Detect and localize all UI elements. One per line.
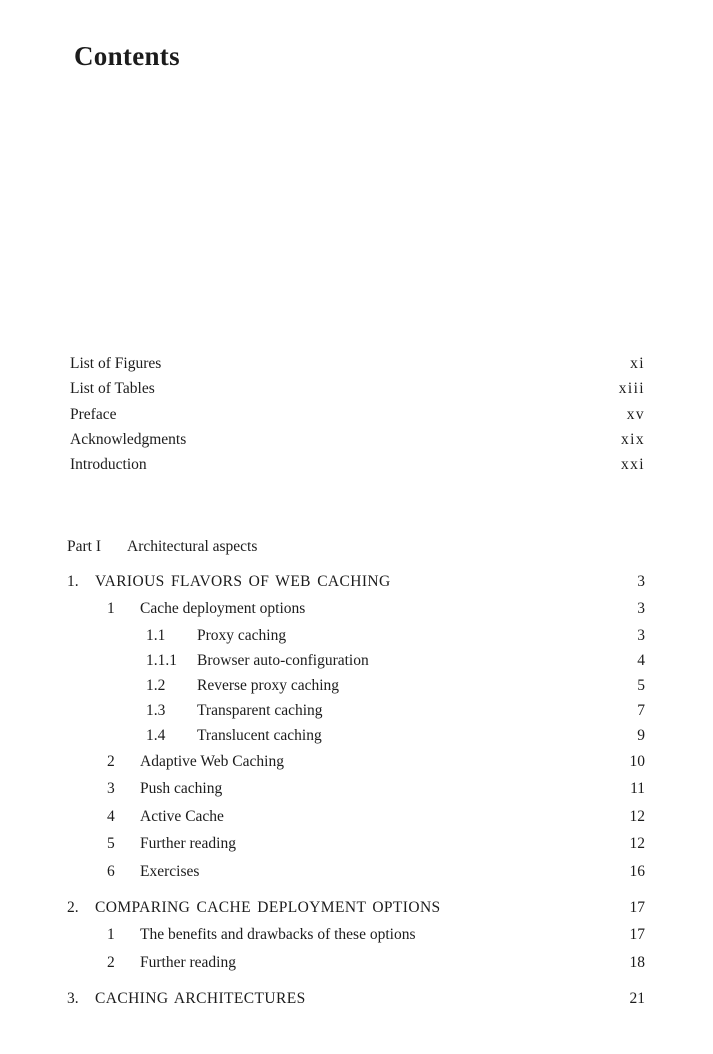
entry-page-number: xix xyxy=(620,430,645,448)
toc-section-row xyxy=(67,803,645,831)
subsection-number: 1.4 xyxy=(146,726,166,744)
chapter-heading-1 xyxy=(67,568,645,595)
section-number: 2 xyxy=(107,752,115,770)
table-of-contents xyxy=(67,351,645,1012)
toc-section-row xyxy=(67,595,645,623)
section-page-number: 10 xyxy=(629,752,645,770)
section-title: Further reading xyxy=(140,953,236,971)
entry-label: Preface xyxy=(70,405,117,423)
front-matter-list xyxy=(67,351,645,477)
toc-entry-list-of-figures xyxy=(67,351,645,376)
subsection-number: 1.1 xyxy=(146,626,166,644)
section-title: The benefits and drawbacks of these options xyxy=(140,926,416,944)
section-title: Cache deployment options xyxy=(140,600,306,618)
toc-section-row xyxy=(67,748,645,776)
part-title: Architectural aspects xyxy=(127,538,258,556)
toc-section-row xyxy=(67,921,645,949)
section-number: 3 xyxy=(107,780,115,798)
chapter-number: 1. xyxy=(67,573,79,591)
chapter-title: VARIOUS FLAVORS OF WEB CACHING xyxy=(95,573,391,591)
toc-entry-introduction xyxy=(67,452,645,477)
entry-label: List of Figures xyxy=(70,355,162,372)
section-number: 1 xyxy=(107,926,115,944)
section-page-number: 11 xyxy=(630,780,645,798)
section-page-number: 16 xyxy=(629,862,645,880)
section-number: 6 xyxy=(107,862,115,880)
section-title: Further reading xyxy=(140,835,236,853)
chapter-heading-3 xyxy=(67,985,645,1012)
toc-subsection-row xyxy=(67,648,645,673)
subsection-number: 1.2 xyxy=(146,676,166,694)
chapter-number: 3. xyxy=(67,990,79,1008)
entry-page-number: xxi xyxy=(620,456,645,474)
subsection-title: Transparent caching xyxy=(197,701,323,719)
section-page-number: 3 xyxy=(637,600,645,618)
section-number: 1 xyxy=(107,600,115,618)
subsection-number: 1.3 xyxy=(146,701,166,719)
chapter-title: COMPARING CACHE DEPLOYMENT OPTIONS xyxy=(95,899,441,917)
part-label: Part I xyxy=(67,538,102,556)
entry-label: Introduction xyxy=(70,456,147,474)
chapter-page-number: 21 xyxy=(629,990,645,1008)
toc-subsection-row xyxy=(67,673,645,698)
entry-label: Acknowledgments xyxy=(70,430,187,448)
entry-page-number: xi xyxy=(630,355,645,372)
section-title: Exercises xyxy=(140,862,200,880)
toc-entry-list-of-tables xyxy=(67,376,645,401)
toc-section-row xyxy=(67,949,645,977)
subsection-title: Translucent caching xyxy=(197,726,322,744)
toc-subsection-row xyxy=(67,723,645,748)
part-heading xyxy=(67,534,645,559)
section-number: 2 xyxy=(107,953,115,971)
toc-entry-acknowledgments xyxy=(67,427,645,452)
subsection-page-number: 4 xyxy=(637,651,645,669)
chapter-page-number: 17 xyxy=(629,899,645,917)
section-title: Adaptive Web Caching xyxy=(140,752,284,770)
subsection-title: Reverse proxy caching xyxy=(197,676,340,694)
section-number: 4 xyxy=(107,807,115,825)
toc-entry-preface xyxy=(67,402,645,427)
chapter-number: 2. xyxy=(67,899,79,917)
section-page-number: 18 xyxy=(629,953,645,971)
subsection-page-number: 5 xyxy=(637,676,645,694)
entry-label: List of Tables xyxy=(70,380,155,398)
section-title: Push caching xyxy=(140,780,223,798)
page-title: Contents xyxy=(74,41,180,71)
chapter-page-number: 3 xyxy=(637,573,645,591)
entry-page-number: xiii xyxy=(618,380,645,398)
subsection-title: Proxy caching xyxy=(197,626,287,644)
chapter-heading-2 xyxy=(67,894,645,921)
subsection-page-number: 7 xyxy=(637,701,645,719)
subsection-title: Browser auto-configuration xyxy=(197,651,369,669)
toc-section-row xyxy=(67,830,645,858)
section-page-number: 12 xyxy=(629,807,645,825)
subsection-page-number: 3 xyxy=(637,626,645,644)
section-number: 5 xyxy=(107,835,115,853)
subsection-number: 1.1.1 xyxy=(146,651,177,669)
section-page-number: 17 xyxy=(629,926,645,944)
chapter-title: CACHING ARCHITECTURES xyxy=(95,990,306,1008)
section-title: Active Cache xyxy=(140,807,224,825)
toc-subsection-row xyxy=(67,698,645,723)
toc-section-row xyxy=(67,858,645,886)
entry-page-number: xv xyxy=(626,405,645,423)
toc-section-row xyxy=(67,775,645,803)
subsection-page-number: 9 xyxy=(637,726,645,744)
toc-subsection-row xyxy=(67,623,645,648)
section-page-number: 12 xyxy=(629,835,645,853)
